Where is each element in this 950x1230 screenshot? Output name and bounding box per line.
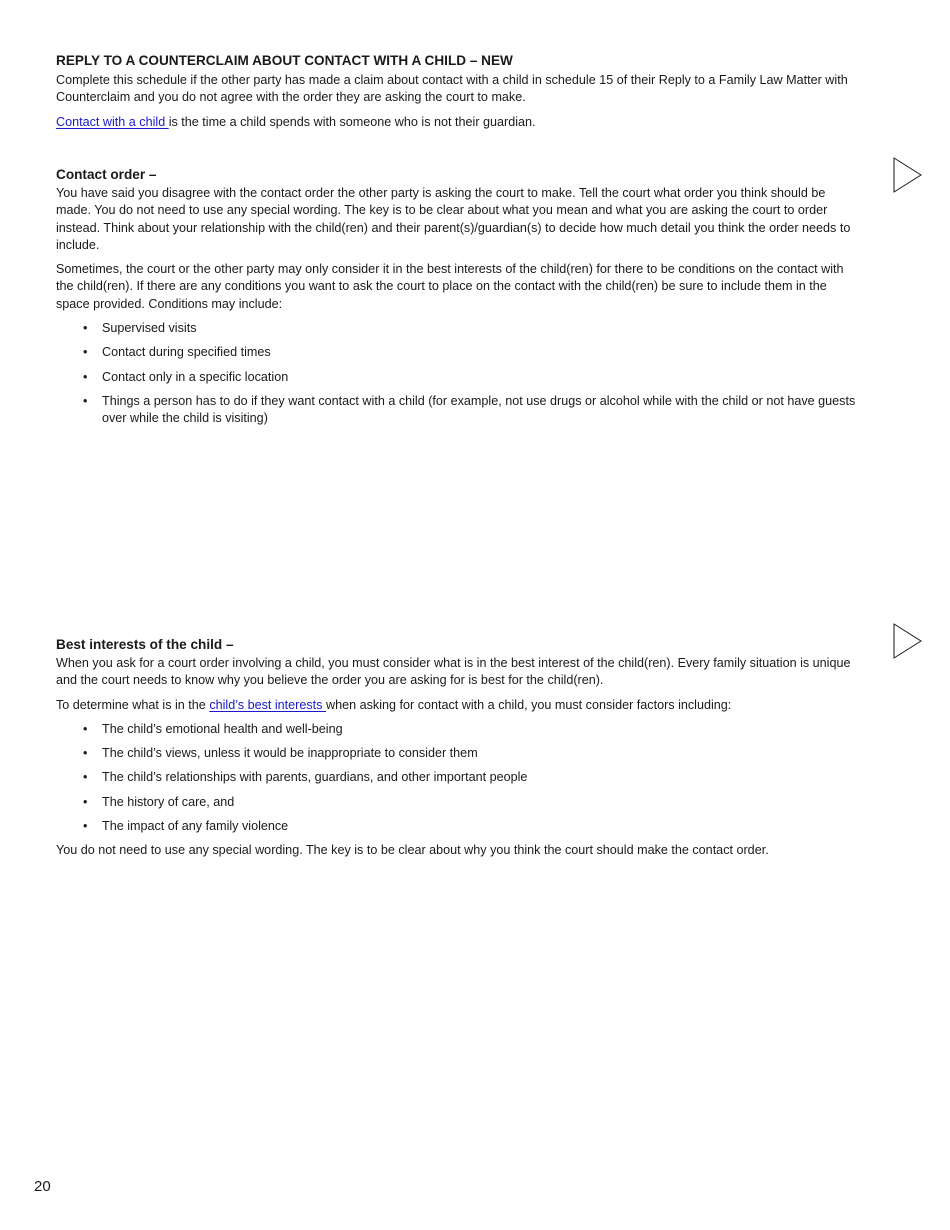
contact-order-heading: Contact order –: [56, 167, 157, 182]
list-item: • Contact during specified times: [56, 344, 856, 361]
definition-text: is the time a child spends with someone who is not their guardian.: [168, 114, 536, 129]
list-item: • The child’s emotional health and well-being: [56, 721, 856, 738]
list-item: • The impact of any family violence: [56, 818, 856, 835]
play-arrow-icon: [893, 157, 923, 193]
contact-order-paragraph-2: Sometimes, the court or the other party may only consider it in the best interests of the child(ren) for there to be conditions on the contact with the child(ren). If there are any conditions you want to ask the court to place on the contact with the child(ren) be sure to include them in the space provided. Conditions may include:: [56, 262, 844, 311]
childs-best-interests-link[interactable]: child’s best interests: [209, 697, 326, 712]
best-interests-post-text: when asking for contact with a child, you must consider factors including:: [325, 697, 732, 712]
list-item: • The history of care, and: [56, 794, 856, 811]
play-arrow-icon: [893, 623, 923, 659]
list-item: • Supervised visits: [56, 320, 856, 337]
conditions-list: [56, 320, 856, 427]
list-item: • Things a person has to do if they want contact with a child (for example, not use drugs or alcohol while with the child or not have guests over while the child is visiting): [56, 393, 856, 428]
page-number: 20: [34, 1178, 51, 1195]
contact-order-section: [56, 166, 856, 435]
list-item: • Contact only in a specific location: [56, 369, 856, 386]
factors-list: [56, 721, 856, 835]
best-interests-section: [56, 636, 856, 867]
best-interests-paragraph-1: When you ask for a court order involving a child, you must consider what is in the best interest of the child(ren). Every family situation is unique and the court needs to know why you believe the order you are asking for is best for the child(ren).: [56, 656, 851, 688]
best-interests-heading: Best interests of the child –: [56, 637, 234, 652]
contact-with-child-link[interactable]: Contact with a child: [56, 114, 169, 129]
list-item: • The child’s relationships with parents, guardians, and other important people: [56, 769, 856, 786]
best-interests-closing: You do not need to use any special wording. The key is to be clear about why you think the court should make the contact order.: [56, 843, 769, 858]
contact-order-paragraph-1: You have said you disagree with the contact order the other party is asking the court to make. Tell the court what order you think should be made. You do not need to use any special wording. The key is to be clear about what you mean and what you are asking the court to order instead. Think about your relationship with the child(ren) and their parent(s)/guardian(s) to decide how much detail you think the order needs to include.: [56, 186, 851, 252]
list-item: • The child’s views, unless it would be inappropriate to consider them: [56, 745, 856, 762]
definition-paragraph: [56, 114, 856, 131]
best-interests-paragraph-2: [56, 697, 856, 714]
best-interests-pre-text: To determine what is in the: [56, 697, 210, 712]
intro-section: [56, 52, 856, 138]
intro-paragraph: Complete this schedule if the other party has made a claim about contact with a child in schedule 15 of their Reply to a Family Law Matter with Counterclaim and you do not agree with the order they are asking the court to make.: [56, 73, 848, 105]
page-title: REPLY TO A COUNTERCLAIM ABOUT CONTACT WITH A CHILD – NEW: [56, 53, 513, 68]
